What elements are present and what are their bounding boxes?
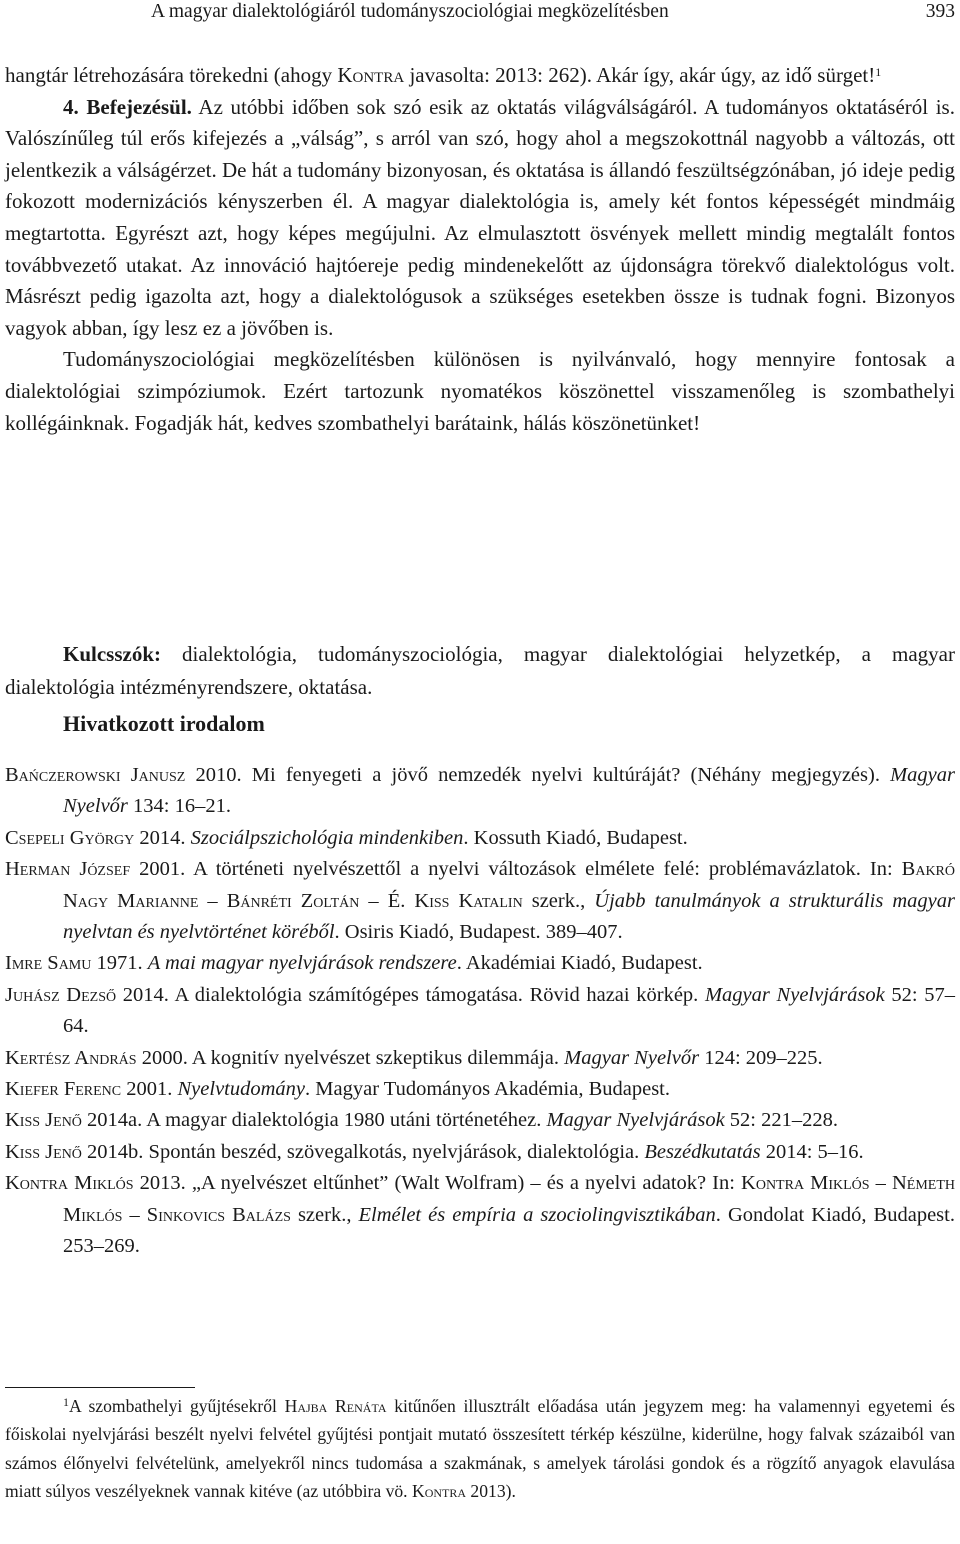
keywords-text: dialektológia, tudományszociológia, magyar dialektológiai helyzetkép, a magyar dialektológia intézményrendszere, oktatása. (5, 642, 955, 699)
ref-editors: Bakró Nagy Marianne – Bánréti Zoltán – É. Kiss Katalin (63, 858, 955, 912)
ref-author: Kiefer Ferenc (5, 1078, 122, 1101)
ref-author: Imre Samu (5, 952, 92, 975)
ref-author: Csepeli György (5, 826, 135, 849)
ref-title: Újabb tanulmányok a strukturális magyar nyelvtan és nyelvtörténet köréből (63, 889, 955, 944)
paragraph-continued (5, 60, 955, 92)
ref-author: Juhász Dezső (5, 983, 117, 1006)
ref-journal: Beszédkutatás (644, 1140, 761, 1163)
ref-journal: Magyar Nyelvőr (564, 1046, 700, 1069)
reference-item: Kertész András 2000. A kognitív nyelvészet szkeptikus dilemmája. Magyar Nyelvőr 124: 209–225. (5, 1046, 823, 1069)
footnote-divider (5, 1387, 195, 1388)
ref-title: Nyelvtudomány (177, 1078, 306, 1101)
paragraph-text: hangtár létrehozására törekedni (ahogy (5, 63, 338, 87)
ref-author: Kiss Jenő (5, 1109, 82, 1132)
reference-item: Kiss Jenő 2014a. A magyar dialektológia 1980 utáni történetéhez. Magyar Nyelvjárások 52: 221–228. (5, 1109, 838, 1132)
running-head (5, 0, 955, 24)
author-name: Hajba Renáta (284, 1396, 387, 1416)
conclusion-paragraph (5, 92, 955, 345)
body-text (5, 60, 955, 439)
reference-item: Csepeli György 2014. Szociálpszichológia mindenkiben. Kossuth Kiadó, Budapest. (5, 826, 688, 849)
page-number: 393 (925, 1, 955, 22)
author-name: Kontra (337, 63, 405, 87)
reference-list (5, 760, 955, 1263)
ref-author: Kiss Jenő (5, 1140, 82, 1163)
footnote-marker[interactable]: 1 (875, 65, 882, 79)
references-heading: Hivatkozott irodalom (63, 711, 265, 736)
reference-item: Kontra Miklós 2013. „A nyelvészet eltűnhet” (Walt Wolfram) – és a nyelvi adatok? In: Kontra Miklós – Németh Miklós – Sinkovics Balázs szerk., Elmélet és empíria a szociolingvisztikában. Gondolat Kiadó, Budapest. 253–269. (5, 1172, 955, 1258)
ref-author: Herman József (5, 858, 131, 881)
reference-item: Imre Samu 1971. A mai magyar nyelvjárások rendszere. Akadémiai Kiadó, Budapest. (5, 952, 703, 975)
ref-title: A mai magyar nyelvjárások rendszere (147, 952, 457, 975)
author-name: Kontra (411, 1481, 467, 1502)
reference-item: Kiefer Ferenc 2001. Nyelvtudomány. Magyar Tudományos Akadémia, Budapest. (5, 1078, 671, 1101)
running-head-title: A magyar dialektológiáról tudományszociológiai megközelítésben (151, 1, 669, 22)
paragraph: Tudományszociológiai megközelítésben különösen is nyilvánvaló, hogy mennyire fontosak a dialektológiai szimpóziumok. Ezért tartozunk nyomatékos köszönettel visszamenőleg is szombathelyi kollégáinknak. Fogadják hát, kedves szombathelyi barátaink, hálás köszönetünket! (5, 347, 955, 435)
reference-item: Juhász Dezső 2014. A dialektológia számítógépes támogatása. Rövid hazai körkép. Magyar Nyelvjárások 52: 57–64. (5, 983, 955, 1038)
ref-title: Szociálpszichológia mindenkiben (190, 826, 464, 849)
section-heading: 4. Befejezésül. (63, 94, 192, 119)
reference-item: Bańczerowski Janusz 2010. Mi fenyegeti a jövő nemzedék nyelvi kultúráját? (Néhány megjegyzés). Magyar Nyelvőr 134: 16–21. (5, 764, 956, 818)
ref-title: Elmélet és empíria a szociolingvisztikában (358, 1203, 716, 1226)
ref-journal: Magyar Nyelvőr (63, 764, 956, 818)
ref-journal: Magyar Nyelvjárások (546, 1109, 725, 1132)
ref-journal: Magyar Nyelvjárások (704, 983, 885, 1006)
reference-item: Kiss Jenő 2014b. Spontán beszéd, szövegalkotás, nyelvjárások, dialektológia. Beszédkutatás 2014: 5–16. (5, 1140, 864, 1163)
ref-editors: Kontra Miklós – Németh Miklós – Sinkovics Balázs (63, 1172, 955, 1226)
footnote-number: 1 (63, 1395, 69, 1409)
keywords (5, 638, 955, 704)
footnote: $^1$A szombathelyi gyűjtésekről Hajba Renáta kitűnően illusztrált előadása után jegyzem meg: ha valamennyi egyetemi és főiskolai nyelvjárási beszélt nyelvi felvétel gyűjtési pontjait mutató összesített térkép készülne, kiderülne, hogy falvak százaiból van számos élőnyelvi felvételünk, amelyekről nincs tudomása a szakmának, s amelyek tárolási gondok és a rögzítő anyagok elavulása miatt súlyos veszélyeknek vannak kitéve (az utóbbira vö. Kontra 2013). (5, 1395, 956, 1502)
ref-author: Kertész András (5, 1046, 137, 1069)
paragraph-text: javasolta: 2013: 262). Akár így, akár úgy, az idő sürget! (404, 63, 876, 87)
keywords-label: Kulcsszók: (63, 642, 162, 666)
ref-author: Bańczerowski Janusz (5, 764, 186, 786)
paragraph-text: Az utóbbi időben sok szó esik az oktatás világválságáról. A tudományos oktatáséról is. Valószínűleg túl erős kifejezés a „válság”, s arról van szó, hogy ahol a megszokottnál nagyobb a változás, ott jelentkezik a válságérzet. De hát a tudomány bizonyosan, és oktatása is állandó feszültségzónában, jó ideje pedig fokozott modernizációs kényszerben él. A magyar dialektológia is, amely két fontos képességét mindmáig megtartotta. Egyrészt azt, hogy képes megújulni. Az elmulasztott ösvények mellett mindig megtalált fontos továbbvezető utakat. Az innováció hajtóereje pedig mindenekelőtt az újdonságra törekvő dialektológus volt. Másrészt pedig igazolta azt, hogy a dialektológusok a szükséges esetekben össze is tudnak fogni. Bizonyos vagyok abban, így lesz ez a jövőben is. (5, 94, 955, 340)
reference-item: Herman József 2001. A történeti nyelvészettől a nyelvi változások elmélete felé: problémavázlatok. In: Bakró Nagy Marianne – Bánréti Zoltán – É. Kiss Katalin szerk., Újabb tanulmányok a strukturális magyar nyelvtan és nyelvtörténet köréből. Osiris Kiadó, Budapest. 389–407. (5, 858, 955, 944)
ref-author: Kontra Miklós (5, 1172, 134, 1195)
